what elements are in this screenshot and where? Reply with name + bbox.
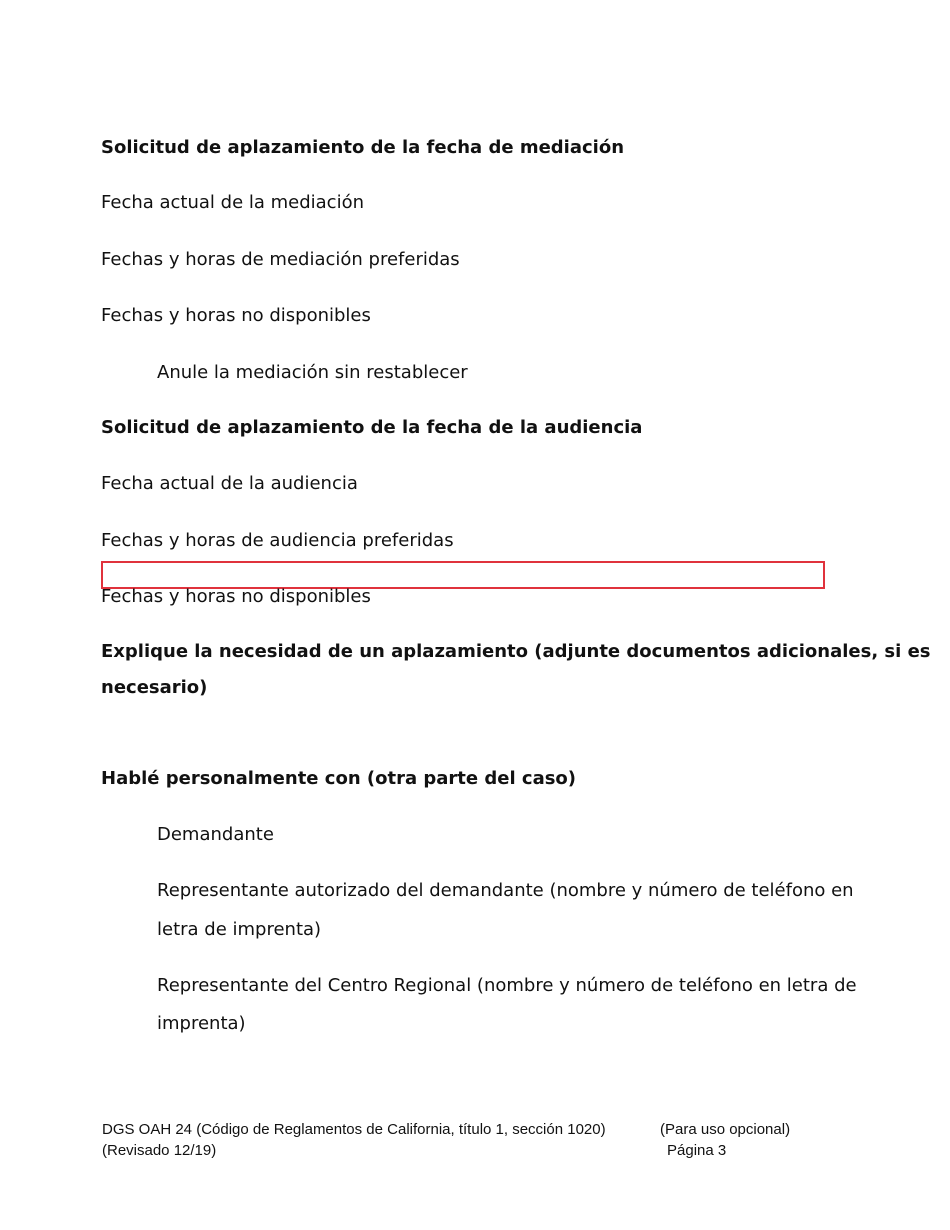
mediation-preferred-dates-label: Fechas y horas de mediación preferidas <box>101 249 460 270</box>
authorized-rep-option-label-line2: letra de imprenta) <box>157 919 322 940</box>
hearing-preferred-dates-label: Fechas y horas de audiencia preferidas <box>101 530 454 551</box>
footer-usage: (Para uso opcional) <box>660 1121 791 1138</box>
explain-need-heading-line1: Explique la necesidad de un aplazamiento (adjunte documentos adicionales, si es <box>101 641 931 662</box>
hearing-section-heading: Solicitud de aplazamiento de la fecha de la audiencia <box>101 417 643 438</box>
footer-form-id: DGS OAH 24 (Código de Reglamentos de California, título 1, sección 1020) <box>102 1121 606 1138</box>
mediation-unavailable-dates-label: Fechas y horas no disponibles <box>101 305 371 326</box>
authorized-rep-option-label-line1: Representante autorizado del demandante (nombre y número de teléfono en <box>157 880 854 901</box>
footer-revision: (Revisado 12/19) <box>102 1142 217 1159</box>
cancel-mediation-option-label: Anule la mediación sin restablecer <box>157 362 468 383</box>
regional-center-option-label-line1: Representante del Centro Regional (nombre y número de teléfono en letra de <box>157 975 857 996</box>
footer-page-number: Página 3 <box>667 1142 727 1159</box>
spoke-with-heading: Hablé personalmente con (otra parte del caso) <box>101 768 577 789</box>
explain-need-heading-line2: necesario) <box>101 677 208 698</box>
hearing-unavailable-dates-label: Fechas y horas no disponibles <box>101 586 371 607</box>
hearing-current-date-label: Fecha actual de la audiencia <box>101 473 358 494</box>
regional-center-option-label-line2: imprenta) <box>157 1013 246 1034</box>
mediation-section-heading: Solicitud de aplazamiento de la fecha de mediación <box>101 137 625 158</box>
mediation-current-date-label: Fecha actual de la mediación <box>101 192 365 213</box>
claimant-option-label: Demandante <box>157 824 274 845</box>
